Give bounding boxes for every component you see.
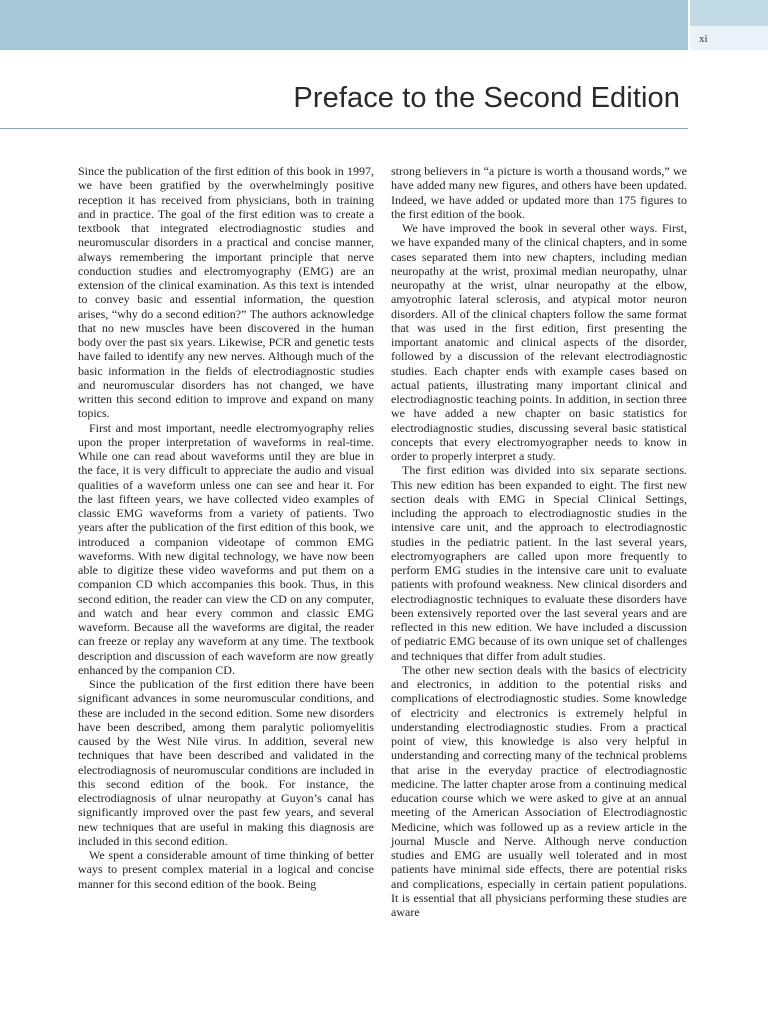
- page-number: xi: [699, 33, 708, 45]
- title-rule: [0, 128, 688, 129]
- right-column: [391, 164, 687, 919]
- paragraph: Since the publication of the first edition of this book in 1997, we have been gratified by the overwhelmingly positive reception it has received from physicians, both in training and in practice. The goal of the first edition was to create a textbook that integrated electrodiagnostic studies and neuromuscular disorders in a practical and concise manner, always remembering the important principle that nerve conduction studies and electromyography (EMG) are an extension of the clinical examination. As this text is intended to convey basic and essential information, the question arises, “why do a second edition?” The authors acknowledge that no new muscles have been discovered in the human body over the past six years. Likewise, PCR and genetic tests have failed to identify any new nerves. Although much of the basic information in the fields of electrodiagnostic studies and neuromuscular disorders has not changed, we have written this second edition to improve and expand on many topics.: [78, 164, 374, 421]
- paragraph: The first edition was divided into six separate sections. This new edition has been expanded to eight. The first new section deals with EMG in Special Clinical Settings, including the approach to electrodiagnostic studies in the intensive care unit, and the approach to electrodiagnostic studies in the pediatric patient. In the last several years, electromyographers are called upon more frequently to perform EMG studies in the intensive care unit to evaluate patients with profound weakness. New clinical disorders and electrodiagnostic techniques to evaluate these disorders have been extensively reported over the last several years and are reflected in this new edition. We have included a discussion of pediatric EMG because of its own unique set of challenges and techniques that differ from adult studies.: [391, 463, 687, 663]
- header-band: [0, 0, 688, 50]
- paragraph: Since the publication of the first edition there have been significant advances in some neuromuscular conditions, and these are included in the second edition. Some new disorders have been described, among them paralytic poliomyelitis caused by the West Nile virus. In addition, several new techniques that have been described and validated in the electrodiagnosis of neuromuscular conditions are included in this second edition of the book. For instance, the electrodiagnosis of ulnar neuropathy at Guyon’s canal has significantly improved over the past few years, and several new techniques that are useful in making this diagnosis are included in this second edition.: [78, 677, 374, 848]
- paragraph: We spent a considerable amount of time thinking of better ways to present complex material in a logical and concise manner for this second edition of the book. Being: [78, 848, 374, 891]
- paragraph: The other new section deals with the basics of electricity and electronics, in addition to the potential risks and complications of electrodiagnostic studies. Some knowledge of electricity and electronics is extremely helpful in understanding electrodiagnostic studies. From a practical point of view, this knowledge is also very helpful in understanding and correcting many of the technical problems that arise in the everyday practice of electrodiagnostic medicine. The latter chapter arose from a continuing medical education course which we were asked to give at an annual meeting of the American Association of Electrodiagnostic Medicine, which was followed up as a review article in the journal Muscle and Nerve. Although nerve conduction studies and EMG are usually well tolerated and in most patients have minimal side effects, there are potential risks and complications, especially in certain patient populations. It is essential that all physicians performing these studies are aware: [391, 662, 687, 919]
- paragraph: strong believers in “a picture is worth a thousand words,” we have added many new figures, and others have been updated. Indeed, we have added or updated more than 175 figures to the first edition of the book.: [391, 164, 687, 221]
- paragraph: First and most important, needle electromyography relies upon the proper interpretation of waveforms in real-time. While one can read about waveforms until they are blue in the face, it is very difficult to appreciate the audio and visual qualities of a waveform unless one can see and hear it. For the last fifteen years, we have collected video examples of classic EMG waveforms from a variety of patients. Two years after the publication of the first edition of this book, we introduced a companion videotape of common EMG waveforms. With new digital technology, we have now been able to digitize these video waveforms and put them on a companion CD which accompanies this book. Thus, in this second edition, the reader can view the CD on any computer, and watch and hear every common and classic EMG waveform. Because all the waveforms are digital, the reader can freeze or replay any waveform at any time. The textbook description and discussion of each waveform are now greatly enhanced by the companion CD.: [78, 420, 374, 677]
- page-title: Preface to the Second Edition: [293, 82, 680, 114]
- left-column: [78, 164, 374, 891]
- paragraph: We have improved the book in several other ways. First, we have expanded many of the clinical chapters, and in some cases separated them into new chapters, including median neuropathy at the wrist, proximal median neuropathy, ulnar neuropathy at the wrist, ulnar neuropathy at the elbow, amyotrophic lateral sclerosis, and atypical motor neuron disorders. All of the clinical chapters follow the same format that was used in the first edition, first presenting the important anatomic and clinical aspects of the disorder, followed by a discussion of the relevant electrodiagnostic studies. Each chapter ends with example cases based on actual patients, illustrating many important clinical and electrodiagnostic teaching points. In addition, in section three we have added a new chapter on basic statistics for electrodiagnostic studies, discussing several basic statistical concepts that every electromyographer needs to know in order to properly interpret a study.: [391, 221, 687, 463]
